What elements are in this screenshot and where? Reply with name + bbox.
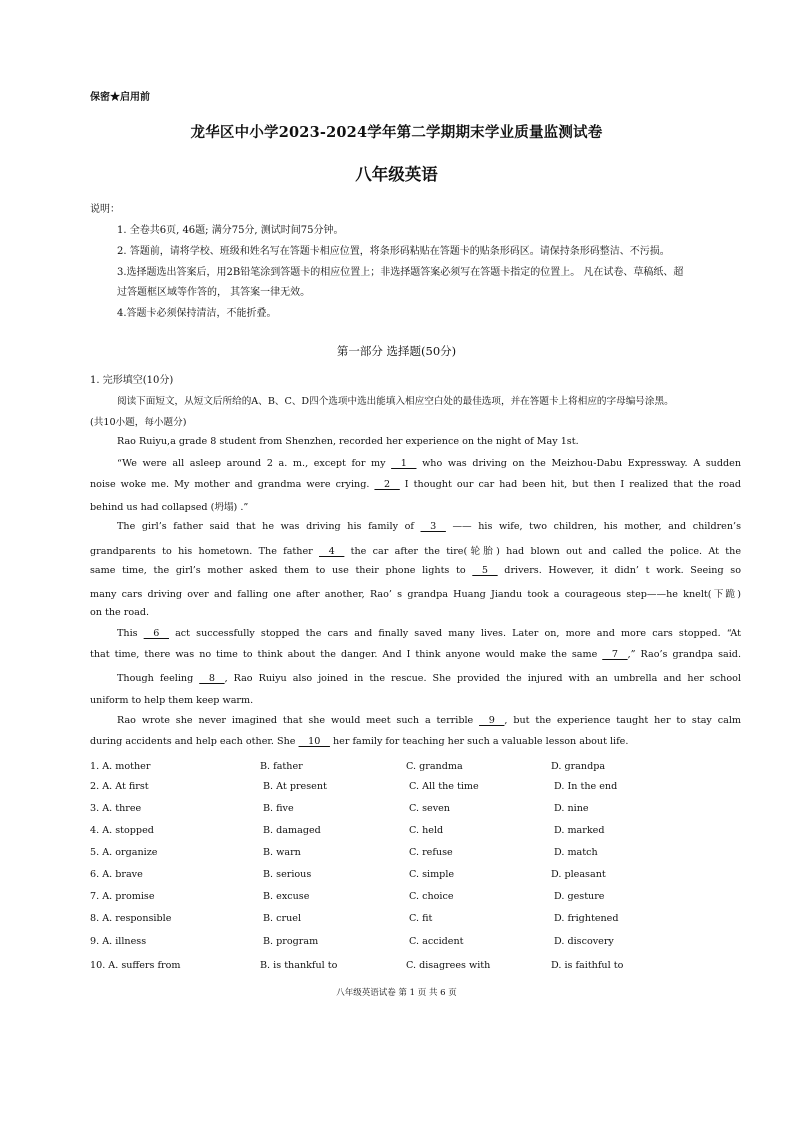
passage-line: on the road. bbox=[90, 607, 150, 618]
cloze-heading: 1. 完形填空(10分) bbox=[90, 375, 174, 386]
passage-line: Though feeling __8__, Rao Ruiyu also joined in the rescue. She provided the injured with an umbrella and her school bbox=[117, 673, 741, 684]
blank-8: __8__ bbox=[199, 673, 225, 684]
instruction-item: 1. 全卷共6页, 46题; 满分75分, 测试时间75分钟。 bbox=[117, 225, 344, 236]
instruction-item: 3.选择题选出答案后，用2B铅笔涂到答题卡的相应位置上；非选择题答案必须写在答题卡指定的位置上。 凡在试卷、草稿纸、超 bbox=[117, 267, 684, 278]
option-b: B. cruel bbox=[263, 913, 302, 924]
blank-1: __1__ bbox=[391, 458, 417, 469]
option-a: 4. A. stopped bbox=[90, 825, 154, 836]
option-row bbox=[90, 781, 730, 795]
blank-2: __2__ bbox=[374, 479, 400, 490]
blank-9: __9__ bbox=[479, 715, 505, 726]
instructions-label: 说明： bbox=[90, 204, 120, 215]
option-row bbox=[90, 936, 730, 950]
option-b: B. is thankful to bbox=[260, 960, 338, 971]
option-b: B. program bbox=[263, 936, 319, 947]
passage-line: behind us had collapsed (坍塌) .” bbox=[90, 502, 249, 513]
option-b: B. damaged bbox=[263, 825, 321, 836]
blank-5: __5__ bbox=[472, 565, 498, 576]
option-d: D. marked bbox=[554, 825, 605, 836]
option-a: 7. A. promise bbox=[90, 891, 155, 902]
option-a: 9. A. illness bbox=[90, 936, 147, 947]
passage-line: Rao Ruiyu,a grade 8 student from Shenzhen, recorded her experience on the night of May 1st. bbox=[117, 436, 579, 447]
page-footer: 八年级英语试卷 第 1 页 共 6 页 bbox=[336, 988, 457, 998]
option-a: 10. A. suffers from bbox=[90, 960, 181, 971]
instruction-item: 过答题框区域等作答的， 其答案一律无效。 bbox=[117, 287, 311, 298]
blank-3: __3__ bbox=[420, 521, 446, 532]
option-c: C. disagrees with bbox=[406, 960, 491, 971]
option-d: D. gesture bbox=[554, 891, 605, 902]
option-row bbox=[90, 913, 730, 927]
option-c: C. All the time bbox=[409, 781, 479, 792]
option-row bbox=[90, 761, 730, 775]
blank-4: __4__ bbox=[319, 546, 345, 557]
subject-title: 八年级英语 bbox=[355, 165, 438, 184]
option-row bbox=[90, 803, 730, 817]
blank-10: __10__ bbox=[298, 736, 330, 747]
option-d: D. is faithful to bbox=[551, 960, 624, 971]
exam-title: 龙华区中小学2023-2024学年第二学期期末学业质量监测试卷 bbox=[190, 124, 603, 141]
instruction-item: 4.答题卡必须保持清洁，不能折叠。 bbox=[117, 308, 277, 319]
option-d: D. grandpa bbox=[551, 761, 606, 772]
passage-line: uniform to help them keep warm. bbox=[90, 695, 254, 706]
option-c: C. seven bbox=[409, 803, 450, 814]
passage-line: Rao wrote she never imagined that she would meet such a terrible __9__, but the experience taught her to stay calm bbox=[117, 715, 741, 726]
option-c: C. held bbox=[409, 825, 444, 836]
option-b: B. serious bbox=[263, 869, 312, 880]
option-row bbox=[90, 960, 730, 974]
option-c: C. grandma bbox=[406, 761, 463, 772]
cloze-direction: (共10小题，每小题分) bbox=[90, 417, 187, 428]
passage-line: during accidents and help each other. She __10__ her family for teaching her such a valuable lesson about life. bbox=[90, 736, 629, 747]
option-a: 3. A. three bbox=[90, 803, 142, 814]
passage-line: that time, there was no time to think about the danger. And I think anyone would make the same __7__,” Rao’s grandpa said. bbox=[90, 649, 741, 660]
passage-line: many cars driving over and falling one after another, Rao’ s grandpa Huang Jiandu took a courageous step——he knelt(下跪) bbox=[90, 589, 741, 600]
option-row bbox=[90, 891, 730, 905]
option-a: 2. A. At first bbox=[90, 781, 149, 792]
instruction-item: 2. 答题前，请将学校、班级和姓名写在答题卡相应位置，将条形码粘贴在答题卡的贴条形码区。请保持条形码整洁、不污损。 bbox=[117, 246, 670, 257]
option-b: B. father bbox=[260, 761, 303, 772]
option-b: B. five bbox=[263, 803, 294, 814]
option-a: 8. A. responsible bbox=[90, 913, 172, 924]
passage-line: noise woke me. My mother and grandma were crying. __2__ I thought our car had been hit, but then I realized that the road bbox=[90, 479, 741, 490]
option-d: D. nine bbox=[554, 803, 589, 814]
option-a: 6. A. brave bbox=[90, 869, 143, 880]
option-a: 1. A. mother bbox=[90, 761, 151, 772]
option-d: D. discovery bbox=[554, 936, 614, 947]
option-row bbox=[90, 825, 730, 839]
option-a: 5. A. organize bbox=[90, 847, 158, 858]
option-b: B. warn bbox=[263, 847, 301, 858]
blank-7: __7__ bbox=[602, 649, 628, 660]
blank-6: __6__ bbox=[143, 628, 169, 639]
option-row bbox=[90, 869, 730, 883]
passage-line: This __6__ act successfully stopped the cars and finally saved many lives. Later on, more and more cars stopped. “At bbox=[117, 628, 742, 639]
section-title: 第一部分 选择题(50分) bbox=[336, 344, 457, 358]
option-c: C. accident bbox=[409, 936, 464, 947]
option-c: C. simple bbox=[409, 869, 455, 880]
option-b: B. excuse bbox=[263, 891, 310, 902]
option-row bbox=[90, 847, 730, 861]
passage-line: same time, the girl’s mother asked them to use their phone lights to __5__ drivers. However, it didn’ t work. Seeing so bbox=[90, 565, 741, 576]
cloze-direction: 阅读下面短文，从短文后所给的A、B、C、D四个选项中选出能填入相应空白处的最佳选项，并在答题卡上将相应的字母编号涂黑。 bbox=[117, 396, 674, 407]
option-d: D. In the end bbox=[554, 781, 618, 792]
option-b: B. At present bbox=[263, 781, 327, 792]
passage-line: “We were all asleep around 2 a. m., except for my __1__ who was driving on the Meizhou-Dabu Expressway. A sudden bbox=[117, 458, 741, 469]
passage-line: grandparents to his hometown. The father __4__ the car after the tire(轮胎) had blown out and called the police. At the bbox=[90, 546, 741, 557]
option-c: C. refuse bbox=[409, 847, 453, 858]
option-c: C. fit bbox=[409, 913, 433, 924]
confidential-mark: 保密★启用前 bbox=[90, 92, 150, 103]
option-d: D. frightened bbox=[554, 913, 619, 924]
option-c: C. choice bbox=[409, 891, 454, 902]
passage-line: The girl’s father said that he was driving his family of __3__ —— his wife, two children, his mother, and children’s bbox=[117, 521, 742, 532]
option-d: D. match bbox=[554, 847, 598, 858]
option-d: D. pleasant bbox=[551, 869, 606, 880]
